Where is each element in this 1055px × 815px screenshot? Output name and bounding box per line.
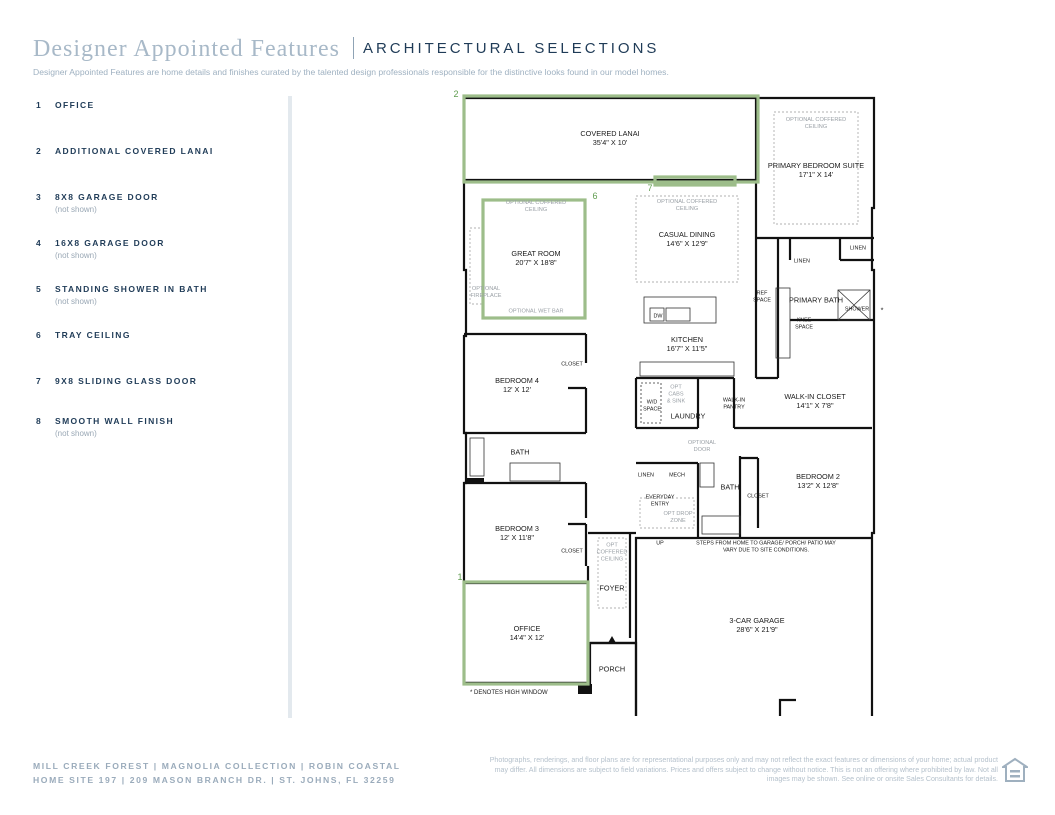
room-kitchen: KITCHEN 16'7" X 11'5" bbox=[666, 334, 708, 353]
room-foyer: FOYER bbox=[599, 583, 625, 593]
title-divider bbox=[353, 37, 354, 59]
address-line: HOME SITE 197 | 209 MASON BRANCH DR. | ST. JOHNS, FL 32259 bbox=[33, 775, 396, 785]
label-optional-coffered-ceiling: OPTIONAL COFFERED CEILING bbox=[505, 200, 567, 213]
label-steps-note: STEPS FROM HOME TO GARAGE/ PORCH/ PATIO MAY VARY DUE TO SITE CONDITIONS. bbox=[696, 540, 836, 553]
room-casual-dining: CASUAL DINING 14'6" X 12'9" bbox=[658, 229, 716, 248]
feature-marker: 6 bbox=[592, 191, 598, 201]
disclaimer: Photographs, renderings, and floor plans are for representational purposes only and may not reflect the exact features or dimensions of your home; actual product may differ. All dimensions are subject to field variations. Prices and offers subject to change without notice. This is not an offering where prohibited by law. Not all images may be shown. See online or onsite Sales Consultants for details. bbox=[489, 756, 998, 783]
feature-number: 1 bbox=[36, 100, 41, 110]
label-up: UP bbox=[656, 540, 664, 547]
page-header bbox=[33, 36, 659, 63]
wall-block bbox=[466, 478, 484, 483]
feature-label: STANDING SHOWER IN BATH bbox=[55, 284, 208, 294]
high-window-note: * DENOTES HIGH WINDOW bbox=[470, 690, 548, 696]
kitchen-sink bbox=[666, 308, 690, 321]
label-opt-drop-zone: OPT DROP ZONE bbox=[663, 511, 693, 524]
kitchen-counter bbox=[640, 362, 734, 376]
label-dishwasher: DW bbox=[653, 313, 663, 320]
label-opt-cabs-sink: OPT CABS & SINK bbox=[666, 384, 686, 405]
header-description: Designer Appointed Features are home details and finishes curated by the talented design professionals responsible for the distinctive looks found in our model homes. bbox=[33, 67, 669, 77]
feature-number: 2 bbox=[36, 146, 41, 156]
label-optional-fireplace: OPTIONAL FIREPLACE bbox=[470, 286, 502, 299]
label-everyday-entry: EVERYDAY ENTRY bbox=[645, 494, 675, 507]
feature-marker: 7 bbox=[647, 183, 653, 193]
feature-number: 7 bbox=[36, 376, 41, 386]
community-info bbox=[33, 759, 401, 787]
room-walk-in-closet: WALK-IN CLOSET 14'1" X 7'8" bbox=[784, 391, 846, 410]
room-porch: PORCH bbox=[598, 664, 626, 674]
feature-note: (not shown) bbox=[55, 429, 97, 438]
feature-label: TRAY CEILING bbox=[55, 330, 131, 340]
label-optional-coffered-ceiling: OPTIONAL COFFERED CEILING bbox=[656, 199, 718, 212]
feature-note: (not shown) bbox=[55, 251, 97, 260]
room-bath-2: BATH bbox=[720, 482, 740, 492]
room-garage: 3-CAR GARAGE 28'6" X 21'9" bbox=[729, 615, 785, 634]
label-closet: CLOSET bbox=[747, 493, 769, 500]
feature-label: 8X8 GARAGE DOOR bbox=[55, 192, 159, 202]
room-laundry: LAUNDRY bbox=[670, 411, 706, 421]
bathtub bbox=[470, 438, 484, 476]
vertical-divider bbox=[288, 96, 292, 718]
room-bedroom-4: BEDROOM 4 12' X 12' bbox=[495, 375, 539, 394]
label-closet: CLOSET bbox=[561, 361, 583, 368]
feature-number: 4 bbox=[36, 238, 41, 248]
room-bedroom-3: BEDROOM 3 12' X 11'8" bbox=[495, 523, 539, 542]
feature-label: OFFICE bbox=[55, 100, 95, 110]
floor-plan bbox=[440, 88, 890, 728]
room-great-room: GREAT ROOM 20'7" X 18'8" bbox=[511, 248, 561, 267]
room-office: OFFICE 14'4" X 12' bbox=[509, 623, 545, 642]
feature-marker: 1 bbox=[457, 572, 463, 582]
bath-vanity bbox=[700, 463, 714, 487]
label-knee-space: KNEE SPACE bbox=[795, 317, 813, 330]
feature-marker: 2 bbox=[453, 89, 459, 99]
label-ref-space: REF SPACE bbox=[753, 290, 771, 303]
bath-vanity bbox=[510, 463, 560, 481]
feature-label: 9X8 SLIDING GLASS DOOR bbox=[55, 376, 198, 386]
room-covered-lanai: COVERED LANAI 35'4" X 10' bbox=[580, 128, 640, 147]
feature-label: SMOOTH WALL FINISH bbox=[55, 416, 175, 426]
feature-label: 16X8 GARAGE DOOR bbox=[55, 238, 165, 248]
label-walk-in-pantry: WALK-IN PANTRY bbox=[722, 397, 746, 410]
entry-arrow bbox=[608, 636, 616, 643]
feature-note: (not shown) bbox=[55, 297, 97, 306]
label-optional-wet-bar: OPTIONAL WET BAR bbox=[508, 308, 564, 315]
label-optional-coffered-ceiling: OPTIONAL COFFERED CEILING bbox=[785, 117, 847, 130]
equal-housing-opportunity-icon bbox=[1002, 757, 1028, 785]
feature-number: 3 bbox=[36, 192, 41, 202]
feature-note: (not shown) bbox=[55, 205, 97, 214]
bathtub bbox=[702, 516, 740, 534]
room-bedroom-2: BEDROOM 2 13'2" X 12'8" bbox=[796, 471, 840, 490]
label-closet: CLOSET bbox=[561, 548, 583, 555]
label-high-window-star: * bbox=[880, 305, 884, 315]
feature-number: 6 bbox=[36, 330, 41, 340]
feature-number: 8 bbox=[36, 416, 41, 426]
feature-label: ADDITIONAL COVERED LANAI bbox=[55, 146, 214, 156]
label-wd-space: W/D SPACE bbox=[643, 399, 661, 412]
label-linen: LINEN bbox=[850, 245, 866, 252]
label-linen: LINEN bbox=[638, 472, 654, 479]
page-subtitle: ARCHITECTURAL SELECTIONS bbox=[362, 40, 660, 57]
room-bath: BATH bbox=[510, 447, 530, 457]
label-shower: SHOWER bbox=[844, 306, 870, 313]
community-line: MILL CREEK FOREST | MAGNOLIA COLLECTION | ROBIN COASTAL bbox=[33, 761, 401, 771]
room-primary-bedroom: PRIMARY BEDROOM SUITE 17'1" X 14' bbox=[767, 160, 865, 179]
label-opt-coffered-ceiling: OPT COFFERED CEILING bbox=[596, 542, 628, 563]
label-mech: MECH bbox=[669, 472, 685, 479]
page-title: Designer Appointed Features bbox=[33, 36, 340, 62]
label-optional-door: OPTIONAL DOOR bbox=[687, 440, 717, 453]
label-linen: LINEN bbox=[794, 258, 810, 265]
feature-number: 5 bbox=[36, 284, 41, 294]
room-primary-bath: PRIMARY BATH bbox=[789, 295, 843, 305]
